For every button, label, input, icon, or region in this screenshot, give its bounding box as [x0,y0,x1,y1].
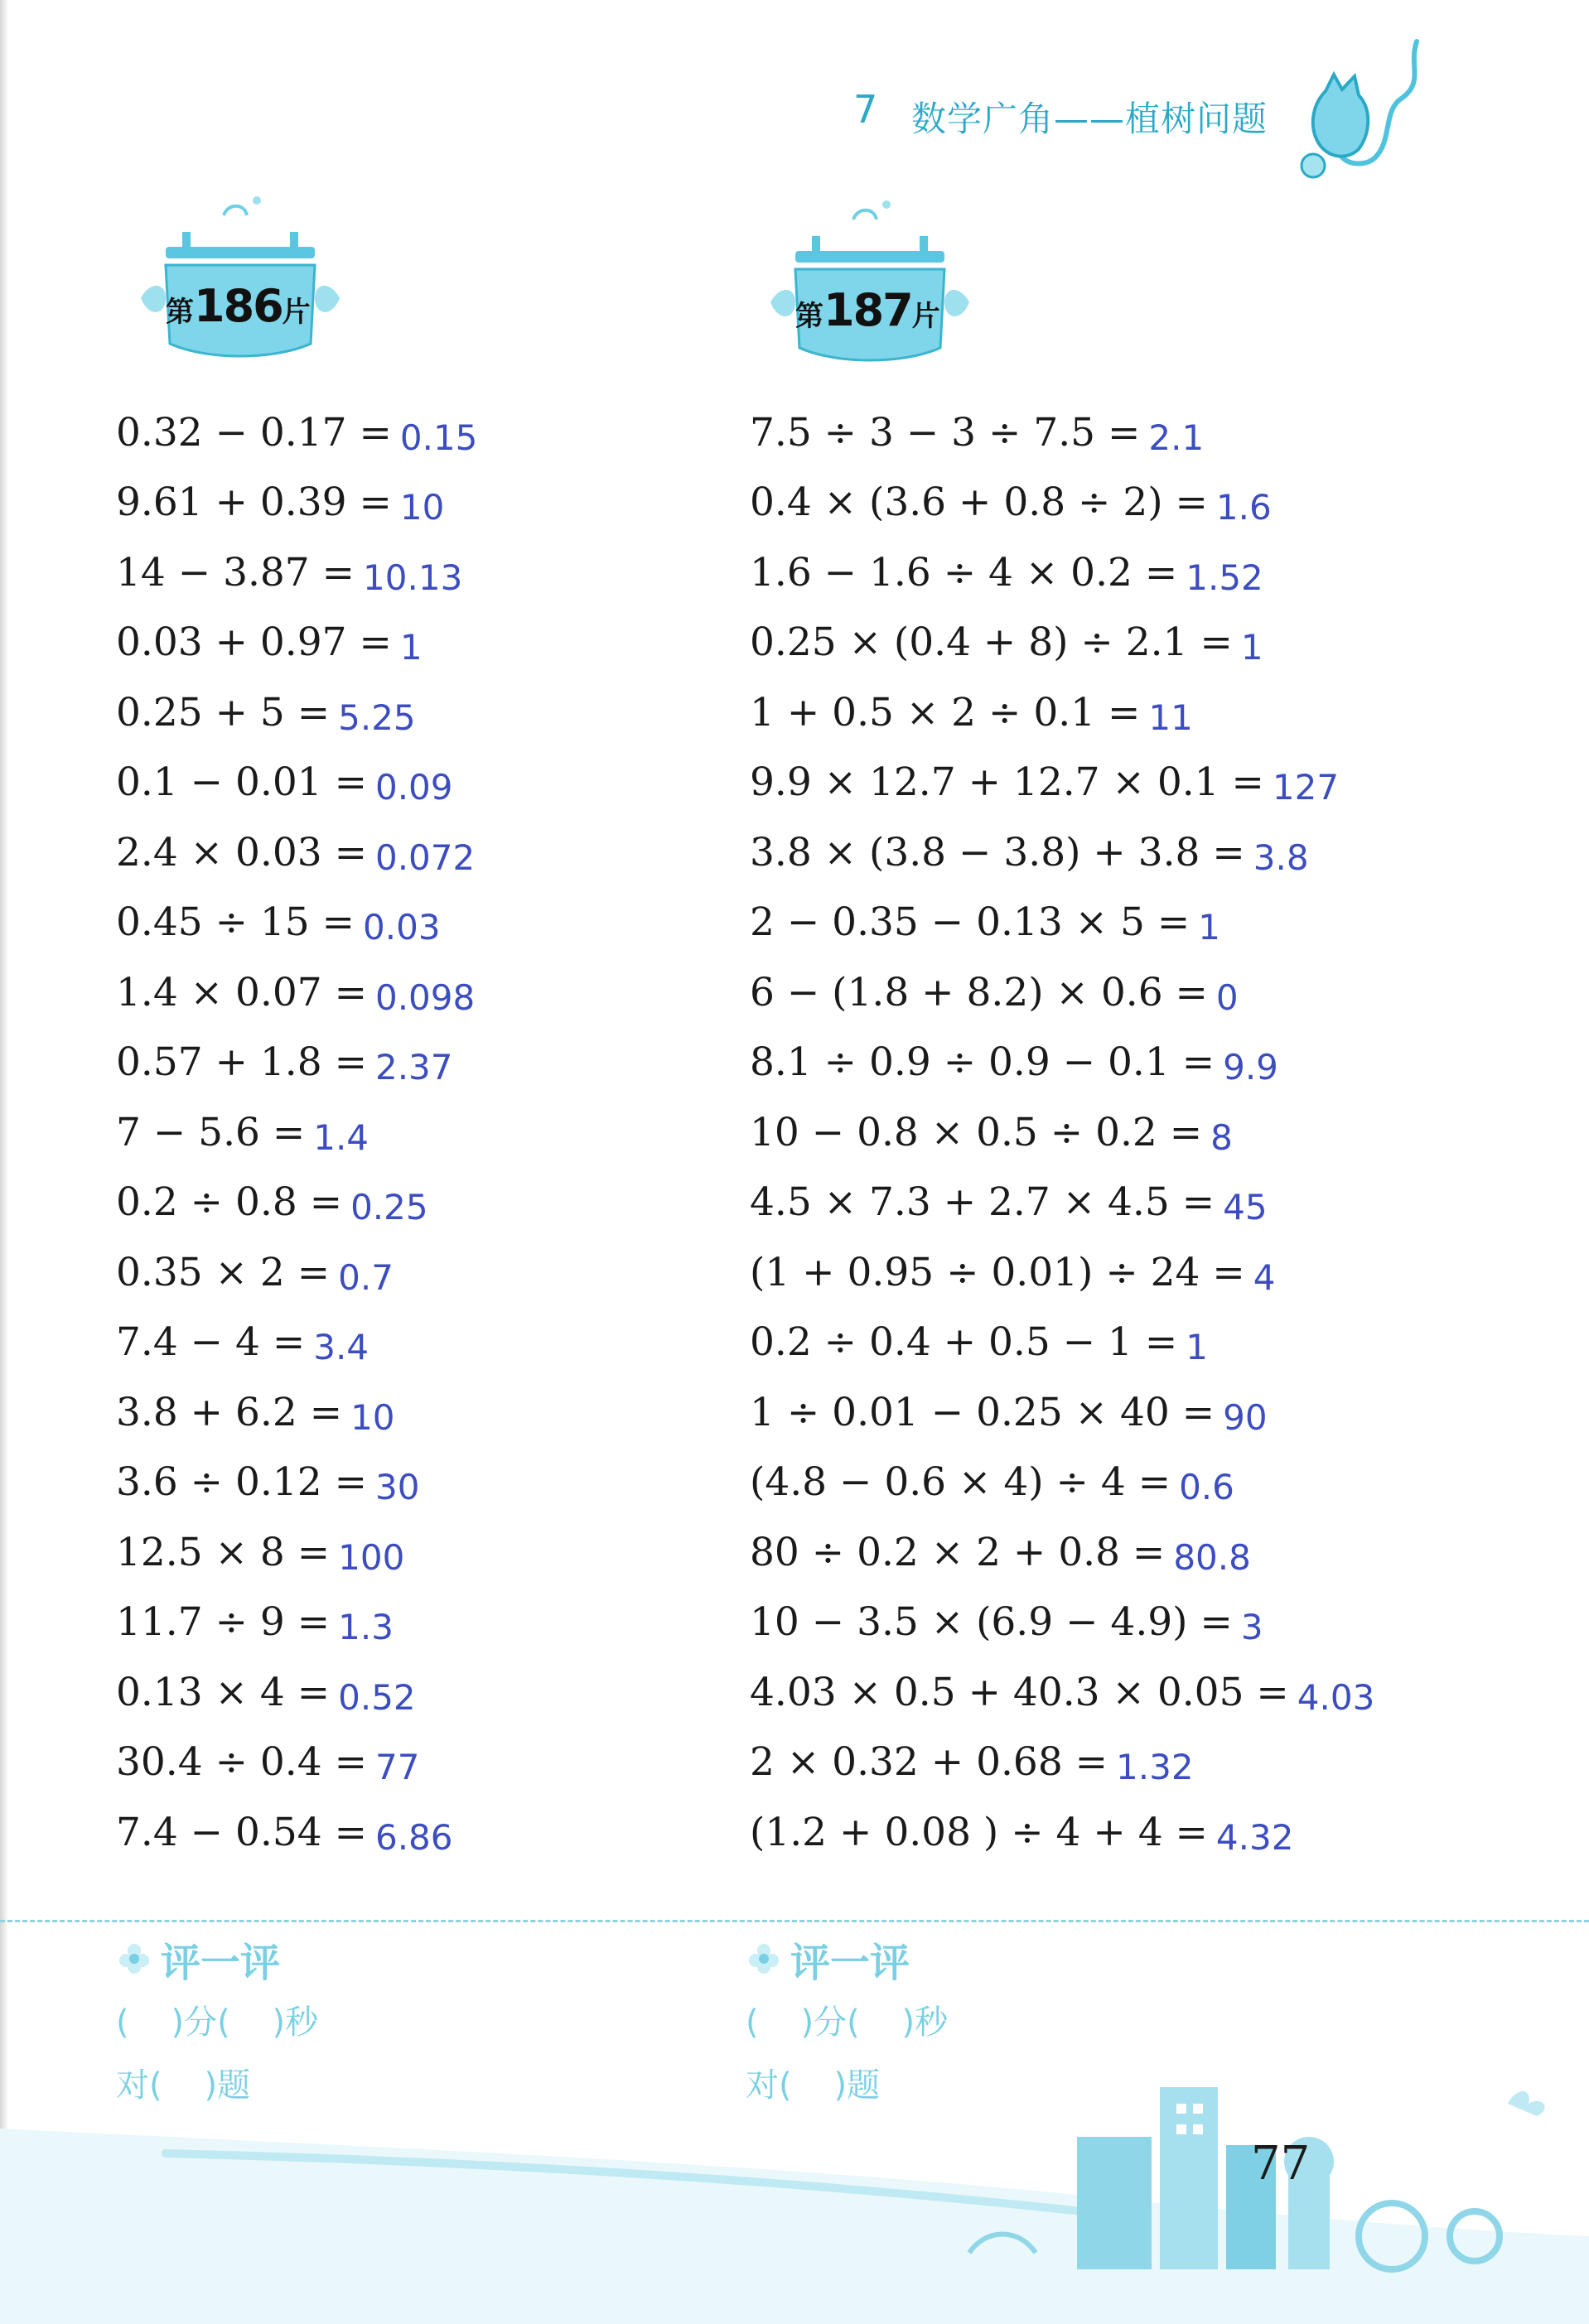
problem-row [116,1728,696,1798]
handwritten-answer: 0.7 [338,1256,394,1298]
problem-row [750,1588,1562,1658]
handwritten-answer: 1.52 [1186,557,1263,598]
problem-expression: (1 + 0.95 ÷ 0.01) ÷ 24 = [750,1249,1245,1295]
problem-expression: 0.57 + 1.8 = [116,1039,367,1086]
chapter-title: 数学广角——植树问题 [911,99,1268,139]
dashed-separator [0,1920,1589,1922]
problem-row [750,748,1562,818]
problem-expression: 9.61 + 0.39 = [116,480,392,526]
problem-expression: 7.5 ÷ 3 − 3 ÷ 7.5 = [750,409,1141,456]
problem-expression: 3.6 ÷ 0.12 = [116,1459,367,1506]
handwritten-answer: 2.37 [374,1047,453,1088]
problem-expression: 0.03 + 0.97 = [116,620,392,666]
problem-row [116,1377,696,1448]
problem-expression: 7.4 − 4 = [116,1319,306,1366]
chapter-number: 7 [853,87,878,132]
problem-expression: 0.25 × (0.4 + 8) ÷ 2.1 = [750,620,1233,666]
problem-expression: 1 + 0.5 × 2 ÷ 0.1 = [750,689,1141,735]
problem-expression: 7 − 5.6 = [116,1109,306,1155]
problem-row [750,1377,1562,1448]
handwritten-answer: 30 [374,1467,420,1508]
problem-expression: 10 − 0.8 × 0.5 ÷ 0.2 = [750,1109,1203,1155]
problem-expression: 2.4 × 0.03 = [116,829,367,875]
handwritten-answer: 45 [1223,1187,1268,1228]
evaluation-title-text: 评一评 [161,1939,281,1986]
problem-expression: 30.4 ÷ 0.4 = [116,1739,367,1786]
problem-row [116,1588,696,1658]
problem-expression: 4.03 × 0.5 + 40.3 × 0.05 = [750,1669,1289,1715]
badge-suffix: 片 [282,296,311,329]
problem-row [116,468,696,538]
problem-row [750,1448,1562,1518]
problem-expression: 12.5 × 8 = [116,1529,331,1575]
correct-count[interactable]: 对( )题 [746,2066,881,2105]
badge-number: 186 [194,280,283,332]
problem-expression: 10 − 3.5 × (6.9 − 4.9) = [750,1599,1233,1646]
problem-row [750,1657,1562,1728]
problem-row [116,1797,696,1868]
problem-expression: 80 ÷ 0.2 × 2 + 0.8 = [750,1529,1166,1575]
handwritten-answer: 0.52 [338,1676,416,1718]
handwritten-answer: 0 [1215,976,1239,1018]
problem-expression: 7.4 − 0.54 = [116,1809,367,1855]
problem-row [750,398,1562,468]
badge-label [166,280,311,337]
problem-expression: 14 − 3.87 = [116,549,355,595]
problem-row [750,677,1562,748]
badge-suffix: 片 [911,300,940,333]
handwritten-answer: 4.32 [1215,1816,1294,1858]
badge-label [795,284,940,341]
problem-row [750,1728,1562,1798]
problem-row [116,1097,696,1168]
handwritten-answer: 11 [1148,697,1193,738]
time-record[interactable]: ( )分( )秒 [116,2003,319,2042]
problem-row [750,1797,1562,1868]
problem-expression: 0.25 + 5 = [116,689,331,735]
problem-row [116,1168,696,1238]
problem-row [116,538,696,608]
problem-expression: 0.2 ÷ 0.4 + 0.5 − 1 = [750,1319,1178,1366]
footer-cityscape-icon [0,2037,1589,2324]
problem-row [116,1237,696,1308]
handwritten-answer: 4.03 [1297,1676,1375,1718]
problem-row [750,1308,1562,1378]
page-number: 77 [1251,2137,1311,2191]
handwritten-answer: 1.4 [313,1116,369,1158]
badge-187 [762,186,978,377]
problem-row [116,1308,696,1378]
problem-row [116,817,696,888]
problem-expression: 3.8 + 6.2 = [116,1389,343,1435]
handwritten-answer: 1 [1186,1327,1208,1368]
time-record[interactable]: ( )分( )秒 [746,2003,949,2042]
handwritten-answer: 0.6 [1179,1467,1234,1508]
handwritten-answer: 10 [399,487,445,528]
handwritten-answer: 4 [1253,1256,1276,1298]
problem-expression: 3.8 × (3.8 − 3.8) + 3.8 = [750,829,1245,875]
problem-row [750,468,1562,538]
evaluation-title [116,1930,530,1988]
problem-expression: 4.5 × 7.3 + 2.7 × 4.5 = [750,1179,1215,1226]
handwritten-answer: 9.9 [1223,1047,1278,1088]
handwritten-answer: 1 [399,627,423,668]
handwritten-answer: 1.6 [1215,487,1272,528]
handwritten-answer: 3 [1240,1607,1263,1648]
problem-row [750,957,1562,1028]
handwritten-answer: 0.15 [399,417,478,458]
handwritten-answer: 0.098 [374,976,476,1018]
flower-icon [116,1941,152,1977]
handwritten-answer: 100 [338,1536,405,1578]
page-edge-shadow [0,0,8,2324]
problem-row [116,1657,696,1728]
problem-expression: 0.35 × 2 = [116,1249,331,1295]
problem-row [116,398,696,468]
problem-expression: (1.2 + 0.08 ) ÷ 4 + 4 = [750,1809,1208,1855]
problem-row [750,608,1562,678]
handwritten-answer: 5.25 [338,697,416,738]
evaluation-title-text: 评一评 [790,1939,910,1986]
badge-frame-icon [762,186,978,377]
handwritten-answer: 3.4 [313,1327,369,1368]
problem-expression: 0.4 × (3.6 + 0.8 ÷ 2) = [750,480,1208,526]
problem-expression: 2 × 0.32 + 0.68 = [750,1739,1108,1786]
handwritten-answer: 0.072 [374,837,476,878]
right-problem-list [750,398,1562,1868]
problem-row [116,957,696,1028]
problem-expression: 8.1 ÷ 0.9 ÷ 0.9 − 0.1 = [750,1039,1215,1086]
handwritten-answer: 6.86 [374,1816,453,1858]
problem-row [116,1448,696,1518]
problem-row [116,748,696,818]
problem-expression: 9.9 × 12.7 + 12.7 × 0.1 = [750,759,1264,806]
handwritten-answer: 80.8 [1173,1536,1251,1578]
problem-expression: (4.8 − 0.6 × 4) ÷ 4 = [750,1459,1171,1506]
handwritten-answer: 1 [1198,907,1220,948]
handwritten-answer: 1.3 [338,1607,394,1648]
flower-icon [746,1941,782,1977]
problem-row [750,1237,1562,1308]
problem-expression: 0.13 × 4 = [116,1669,331,1715]
problem-expression: 1.6 − 1.6 ÷ 4 × 0.2 = [750,549,1178,595]
badge-prefix: 第 [166,296,194,329]
handwritten-answer: 90 [1223,1396,1268,1438]
handwritten-answer: 1.32 [1116,1747,1194,1788]
problem-expression: 0.1 − 0.01 = [116,759,367,806]
evaluation-title [746,1930,1160,1988]
problem-expression: 11.7 ÷ 9 = [116,1599,331,1646]
handwritten-answer: 3.8 [1253,837,1309,878]
problem-row [750,1168,1562,1238]
problem-row [116,608,696,678]
problem-expression: 0.32 − 0.17 = [116,409,392,456]
handwritten-answer: 10 [350,1396,395,1438]
problem-expression: 6 − (1.8 + 8.2) × 0.6 = [750,969,1208,1015]
handwritten-answer: 10.13 [363,557,463,598]
handwritten-answer: 0.09 [374,767,453,808]
problem-row [750,817,1562,888]
problem-row [116,1517,696,1588]
problem-row [750,538,1562,608]
badge-frame-icon [133,182,348,373]
cat-icon [1292,33,1433,182]
badge-number: 187 [823,284,912,336]
problem-expression: 1 ÷ 0.01 − 0.25 × 40 = [750,1389,1215,1435]
problem-expression: 0.45 ÷ 15 = [116,899,355,946]
handwritten-answer: 0.25 [350,1187,428,1228]
problem-row [750,1028,1562,1098]
left-problem-list [116,398,696,1868]
handwritten-answer: 8 [1210,1116,1233,1158]
correct-count[interactable]: 对( )题 [116,2066,251,2105]
problem-row [116,677,696,748]
handwritten-answer: 77 [374,1747,420,1788]
handwritten-answer: 127 [1272,767,1340,808]
badge-prefix: 第 [795,300,823,333]
problem-row [750,1517,1562,1588]
handwritten-answer: 1 [1240,627,1263,668]
problem-row [750,888,1562,958]
handwritten-answer: 0.03 [363,907,441,948]
problem-expression: 0.2 ÷ 0.8 = [116,1179,343,1226]
problem-row [116,888,696,958]
problem-expression: 2 − 0.35 − 0.13 × 5 = [750,899,1191,946]
problem-row [116,1028,696,1098]
handwritten-answer: 2.1 [1148,417,1205,458]
problem-expression: 1.4 × 0.07 = [116,969,367,1015]
badge-186 [133,182,348,373]
problem-row [750,1097,1562,1168]
